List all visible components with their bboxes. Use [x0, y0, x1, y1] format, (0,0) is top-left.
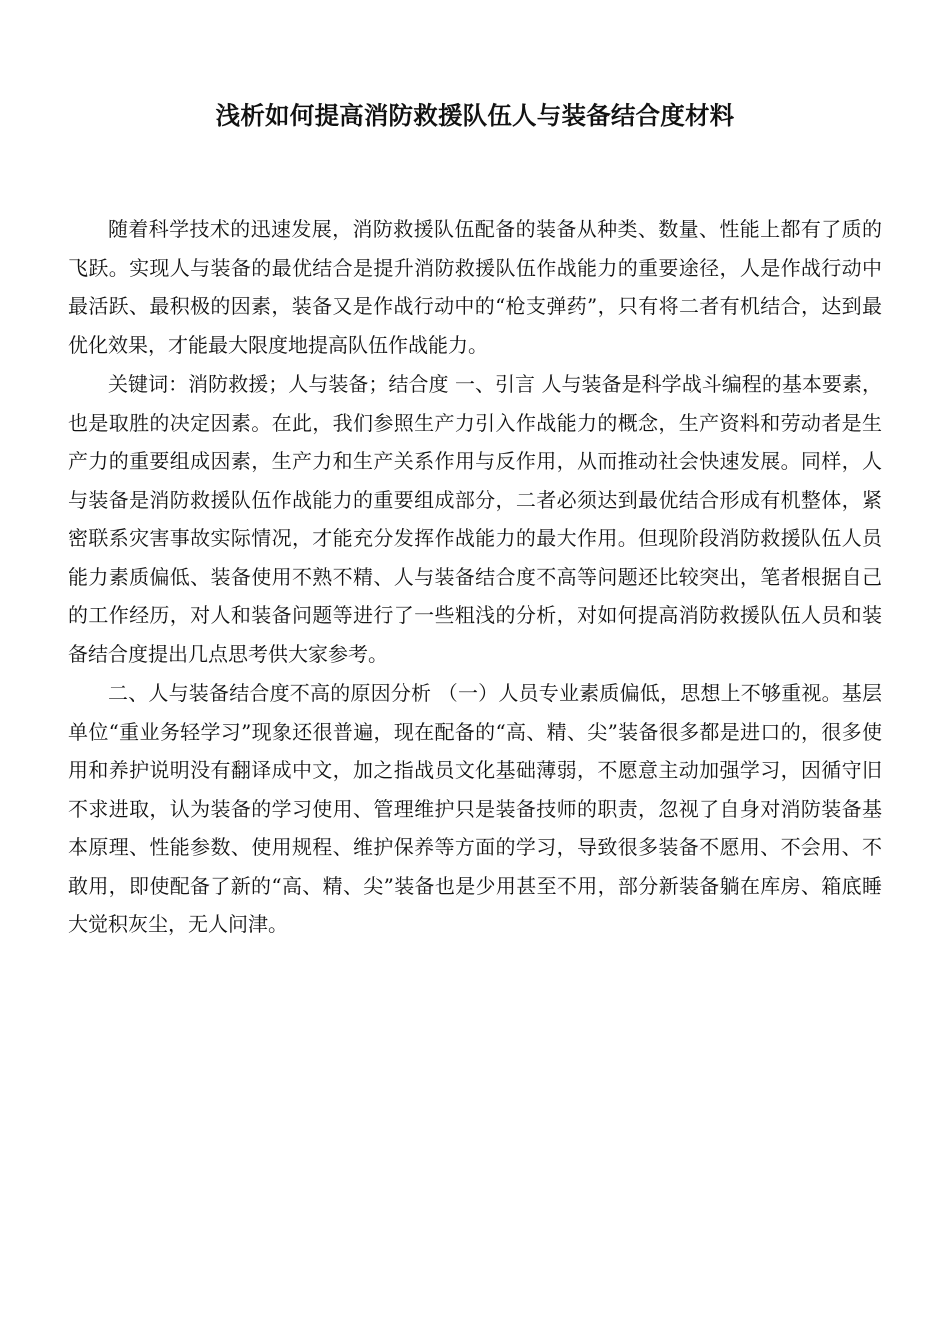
document-title: 浅析如何提高消防救援队伍人与装备结合度材料	[215, 101, 735, 130]
paragraph-keywords-introduction: 关键词：消防救援；人与装备；结合度 一、引言 人与装备是科学战斗编程的基本要素，也是取胜的决定因素。在此，我们参照生产力引入作战能力的概念，生产资料和劳动者是生产力的重要组成因素，生产力和生产关系作用与反作用，从而推动社会快速发展。同样，人与装备是消防救援队伍作战能力的重要组成部分，二者必须达到最优结合形成有机整体，紧密联系灾害事故实际情况，才能充分发挥作战能力的最大作用。但现阶段消防救援队伍人员能力素质偏低、装备使用不熟不精、人与装备结合度不高等问题还比较突出，笔者根据自己的工作经历，对人和装备问题等进行了一些粗浅的分析，对如何提高消防救援队伍人员和装备结合度提出几点思考供大家参考。	[68, 372, 882, 666]
document-body	[68, 210, 882, 945]
paragraph-intro: 随着科学技术的迅速发展，消防救援队伍配备的装备从种类、数量、性能上都有了质的飞跃。实现人与装备的最优结合是提升消防救援队伍作战能力的重要途径，人是作战行动中最活跃、最积极的因素，装备又是作战行动中的“枪支弹药”，只有将二者有机结合，达到最优化效果，才能最大限度地提高队伍作战能力。	[68, 217, 882, 357]
paragraph-cause-analysis: 二、人与装备结合度不高的原因分析 （一）人员专业素质偏低，思想上不够重视。基层单位“重业务轻学习”现象还很普遍，现在配备的“高、精、尖”装备很多都是进口的，很多使用和养护说明没有翻译成中文，加之指战员文化基础薄弱，不愿意主动加强学习，因循守旧不求进取，认为装备的学习使用、管理维护只是装备技师的职责，忽视了自身对消防装备基本原理、性能参数、使用规程、维护保养等方面的学习，导致很多装备不愿用、不会用、不敢用，即使配备了新的“高、精、尖”装备也是少用甚至不用，部分新装备躺在库房、箱底睡大觉积灰尘，无人问津。	[68, 681, 882, 936]
